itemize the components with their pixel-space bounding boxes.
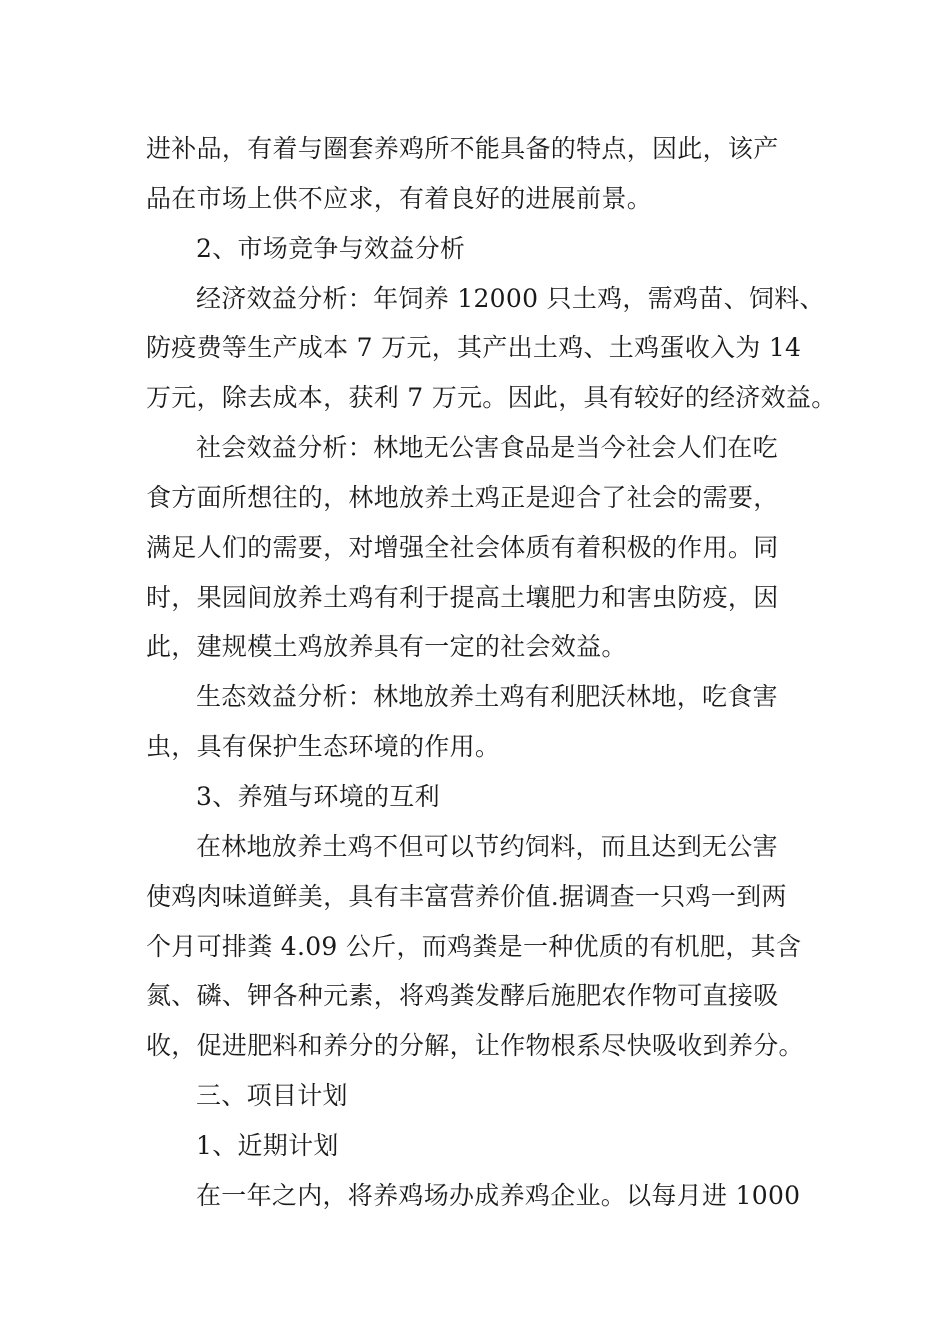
text-line: 满足人们的需要，对增强全社会体质有着积极的作用。同 (146, 532, 779, 562)
text-line: 收，促进肥料和养分的分解，让作物根系尽快吸收到养分。 (146, 1031, 804, 1061)
text-line: 个月可排粪 4.09 公斤，而鸡粪是一种优质的有机肥，其含 (146, 931, 802, 961)
text-line: 在林地放养土鸡不但可以节约饲料，而且达到无公害 (196, 831, 778, 861)
body-text (146, 124, 837, 1221)
section-heading: 三、项目计划 (196, 1081, 348, 1111)
text-line: 虫，具有保护生态环境的作用。 (146, 732, 501, 762)
text-line: 进补品，有着与圈套养鸡所不能具备的特点，因此，该产 (146, 134, 779, 163)
section-heading: 2、市场竞争与效益分析 (196, 233, 466, 263)
text-line: 品在市场上供不应求，有着良好的进展前景。 (146, 183, 653, 213)
text-line: 在一年之内，将养鸡场办成养鸡企业。以每月进 1000 (196, 1180, 801, 1210)
text-line: 生态效益分析：林地放养土鸡有利肥沃林地，吃食害 (196, 682, 778, 712)
text-line: 经济效益分析：年饲养 12000 只土鸡，需鸡苗、饲料、 (196, 283, 825, 313)
section-heading: 1、近期计划 (196, 1130, 339, 1160)
text-line: 万元，除去成本，获利 7 万元。因此，具有较好的经济效益。 (146, 383, 837, 413)
text-line: 此，建规模土鸡放养具有一定的社会效益。 (146, 632, 627, 662)
text-line: 使鸡肉味道鲜美，具有丰富营养价值.据调查一只鸡一到两 (146, 881, 787, 911)
text-line: 防疫费等生产成本 7 万元，其产出土鸡、土鸡蛋收入为 14 (146, 333, 802, 363)
text-line: 社会效益分析：林地无公害食品是当今社会人们在吃 (196, 433, 778, 463)
text-line: 时，果园间放养土鸡有利于提高土壤肥力和害虫防疫，因 (146, 582, 779, 612)
text-line: 氮、磷、钾各种元素，将鸡粪发酵后施肥农作物可直接吸 (146, 981, 779, 1011)
text-line: 食方面所想往的，林地放养土鸡正是迎合了社会的需要， (146, 482, 779, 512)
section-heading: 3、养殖与环境的互利 (196, 781, 440, 811)
